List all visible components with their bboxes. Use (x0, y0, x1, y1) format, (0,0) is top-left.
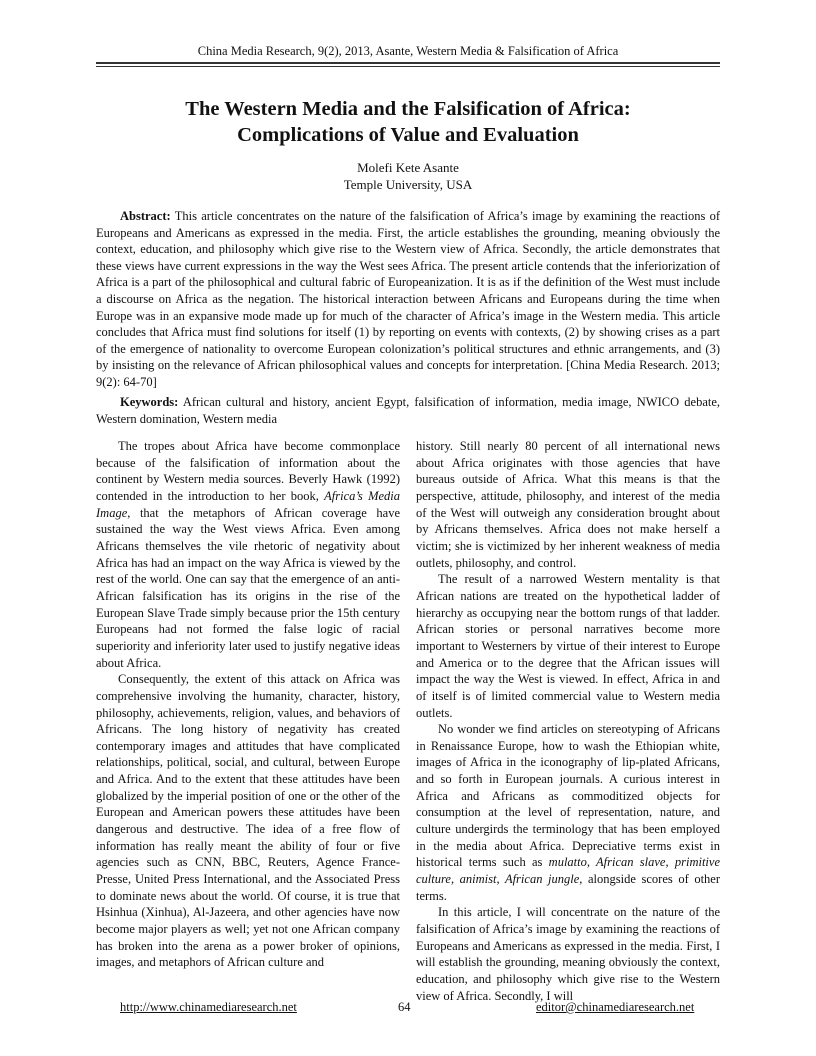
footer-email-link[interactable]: editor@chinamediaresearch.net (536, 1000, 695, 1014)
keywords-text: African cultural and history, ancient Egypt, falsification of information, media image, NWICO debate, Western domination, Western media (96, 395, 721, 426)
paragraph-5: In this article, I will concentrate on the nature of the falsification of Africa’s image by examining the reactions of Europeans and Americans as expressed in the media. First, I will establish the grounding, meaning obviously the context, education, and philosophy which give rise to the Western view of Africa. Secondly, I will (416, 905, 720, 1003)
footer-url-link[interactable]: http://www.chinamediaresearch.net (120, 1000, 297, 1014)
paragraph-2-continued: history. Still nearly 80 percent of all international news about Africa originates with those agencies that have bureaus outside of Africa. What this means is that the perspective, attitude, philosophy, and interest of the media of the West will outweigh any consideration brought about by Africans themselves. Africa does not make herself a victim; she is victimized by her inherent weakness of media outlets, philosophy, and control. (416, 439, 720, 570)
title-line-2: Complications of Value and Evaluation (237, 124, 579, 146)
header-rule-thin (96, 66, 720, 67)
keywords (96, 394, 720, 427)
running-header: China Media Research, 9(2), 2013, Asante, Western Media & Falsification of Africa (197, 44, 619, 58)
paragraph-1 (96, 438, 400, 671)
author-name: Molefi Kete Asante (357, 160, 459, 175)
paragraph-1-text-b: , that the metaphors of African coverage have sustained the way the West views Africa. Even among Africans themselves the vile rhetoric of negativity about Africa has had an impact on the way Africa is viewed by the rest of the world. One can say that the emergence of an anti-African falsification has its origins in the rise of the European Slave Trade simply because prior the 15th century Europeans had not formed the false logic of racial superiority and inferiority later used to justify negative ideas about Africa. (96, 505, 400, 670)
header-rule (96, 62, 720, 64)
author-block (96, 159, 720, 193)
paragraph-4-text-a: No wonder we find articles on stereotyping of Africans in Renaissance Europe, how to wash the Ethiopian white, images of Africa in the iconography of lip-plated Africans, and so forth in European journals. A curious interest in Africa and Africans as commoditized objects for consumption at the level of representation, nature, and culture undergirds the terminology that has been employed in the media about Africa. Depreciative terms exist in historical terms such as (416, 722, 720, 870)
body-column-right (416, 438, 720, 1004)
abstract-text: This article concentrates on the nature of the falsification of Africa’s image by examining the reactions of Europeans and Americans as expressed in the media. First, the article establishes the grounding, meaning obviously the context, education, and philosophy which give rise to the Western view of Africa. Secondly, the article demonstrates that these views have current expressions in the way the West sees Africa. The present article contends that the inferiorization of Africa is a part of the philosophical and cultural fabric of Europeanization. It is as if the definition of the West must include a discourse on Africa as the negation. The historical interaction between Africans and Europeans during the time when Europe was in an expansive mode made up for much of the character of Africa’s image in the Western media. This article concludes that Africa must find solutions for itself (1) by reporting on events with contexts, (2) by showing crises as a part of the emergence of nationality to overcome European colonization’s political structures and ethnic arrangements, and (3) by insisting on the relevance of African philosophical values and concepts for interpretation. [China Media Research. 2013; 9(2): 64-70] (96, 209, 721, 389)
paragraph-4 (416, 721, 720, 904)
page-number: 64 (398, 1000, 411, 1014)
paragraph-3: The result of a narrowed Western mentality is that African nations are treated on the hypothetical ladder of hierarchy as occupying near the bottom rungs of that ladder. African stories or personal narratives become more important to Westerners by virtue of their interest to Europe and America or to the degree that the African issues will impact the way the West is viewed. In effect, Africa in and of itself is of limited commercial value to Western media outlets. (416, 572, 720, 720)
paragraph-4-text-b: alongside scores of other terms. (416, 872, 721, 903)
book-title: Africa’s Media Image (96, 488, 400, 520)
body-column-left (96, 438, 400, 971)
abstract (96, 208, 720, 391)
title-line-1: The Western Media and the Falsification of Africa: (185, 98, 631, 120)
author-affiliation: Temple University, USA (343, 177, 473, 192)
keywords-label: Keywords: (120, 395, 179, 409)
article-title (96, 96, 720, 148)
paragraph-1-text-a: The tropes about Africa have become commonplace because of the falsification of information about the continent by Western media sources. Beverly Hawk (1992) contended in the introduction to her book, (96, 439, 400, 503)
depreciative-terms: mulatto, African slave, primitive culture, animist, African jungle, (416, 855, 720, 887)
abstract-label: Abstract: (120, 209, 171, 223)
paragraph-2: Consequently, the extent of this attack on Africa was comprehensive involving the humanity, character, history, philosophy, achievements, religion, values, and behaviors of Africans. The long history of negativity has created contemporary images and attitudes that have complicated relationships, political, social, and cultural, between Europe and Africa. And to the extent that these attitudes have been globalized by the imperial position of one or the other of the European and American powers these attitudes have been dangerous and destructive. The idea of a free flow of information has really meant the ability of four or five agencies such as CNN, BBC, Reuters, Agence France-Presse, United Press International, and the Associated Press to dominate news about the world. Of course, it is true that Hsinhua (Xinhua), Al-Jazeera, and other agencies have now become major players as well; yet not one African company has broken into the arena as a power broker of opinions, images, and metaphors of African culture and (96, 672, 400, 970)
